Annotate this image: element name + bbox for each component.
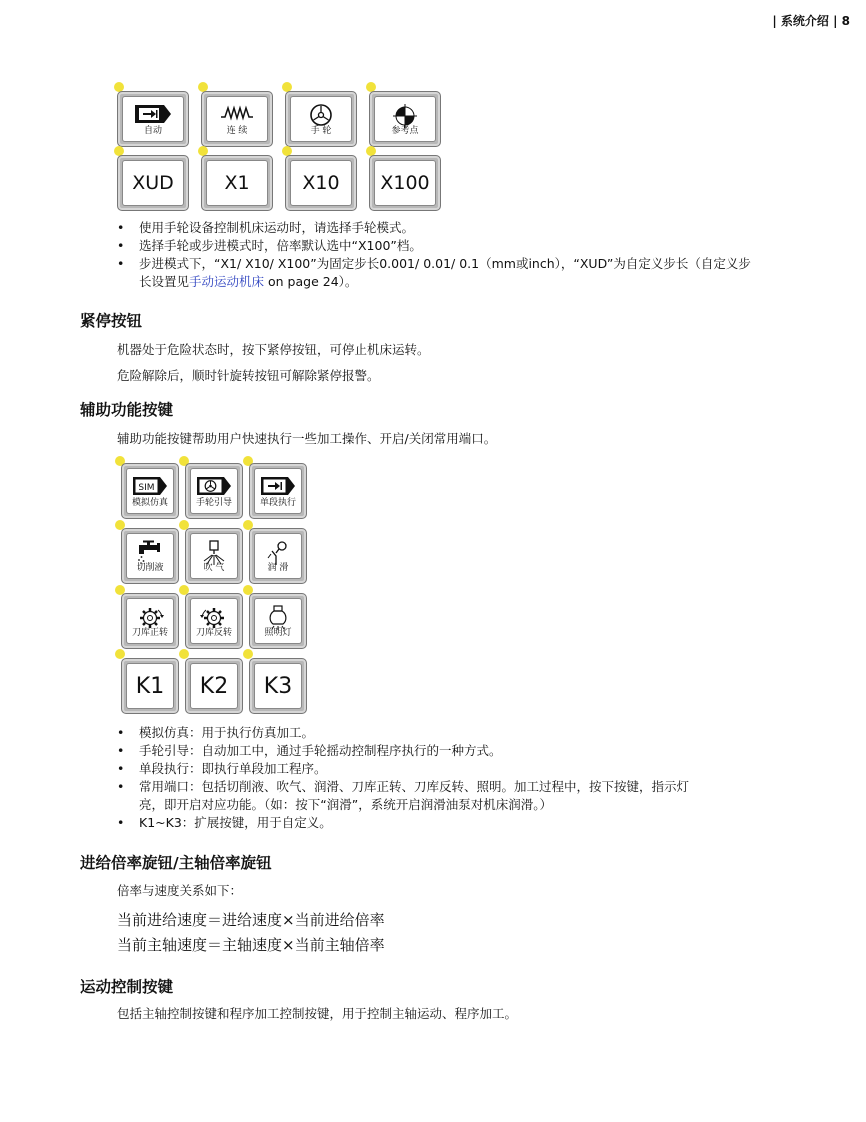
key-label: 自动 [143, 126, 162, 136]
air-blow-key[interactable] [185, 528, 243, 584]
single-block-icon [255, 475, 301, 497]
section-heading-override: 进给倍率旋钮/主轴倍率旋钮 [80, 854, 272, 872]
x100-key[interactable]: X100 [369, 155, 441, 211]
single-block-key[interactable] [249, 463, 307, 519]
k3-key[interactable]: K3 [249, 658, 307, 714]
sim-icon-text: SIM [138, 483, 155, 493]
continuous-mode-key[interactable] [201, 91, 273, 147]
paragraph: 辅助功能按键帮助用户快速执行一些加工操作、开启/关闭常用端口。 [117, 431, 497, 446]
work-lamp-key[interactable] [249, 593, 307, 649]
section-heading-aux: 辅助功能按键 [80, 401, 174, 419]
key-label: 吹 气 [203, 563, 225, 573]
tool-magazine-ccw-key[interactable] [185, 593, 243, 649]
simulation-key[interactable] [121, 463, 179, 519]
paragraph: 倍率与速度关系如下： [117, 883, 243, 898]
handwheel-mode-key[interactable] [285, 91, 357, 147]
handwheel-guide-key[interactable] [185, 463, 243, 519]
list-item: • 模拟仿真：用于执行仿真加工。 [117, 724, 817, 742]
list-item: • 步进模式下，“X1/ X10/ X100”为固定步长0.001/ 0.01/ 0.1（mm或inch），“XUD”为自定义步长（自定义步 长设置见手动运动机床 on page 24）。 [117, 255, 817, 291]
list-item: • 单段执行：即执行单段加工程序。 [117, 760, 817, 778]
lubrication-key[interactable] [249, 528, 307, 584]
key-label: 切削液 [136, 563, 164, 573]
section-heading-motion: 运动控制按键 [80, 978, 174, 996]
sim-icon [127, 475, 173, 497]
list-item: • 使用手轮设备控制机床运动时，请选择手轮模式。 [117, 219, 817, 237]
k1-key[interactable]: K1 [121, 658, 179, 714]
xud-key[interactable]: XUD [117, 155, 189, 211]
key-label: 刀库正转 [131, 628, 168, 638]
coolant-key[interactable] [121, 528, 179, 584]
key-label: 手 轮 [310, 126, 332, 136]
formula-feed: 当前进给速度＝进给速度×当前进给倍率 [117, 911, 385, 929]
page-header: | 系统介绍 | 8 [772, 14, 850, 28]
section-heading-estop: 紧停按钮 [80, 312, 143, 330]
list-item: • 手轮引导：自动加工中，通过手轮摇动控制程序执行的一种方式。 [117, 742, 817, 760]
list-item: • 选择手轮或步进模式时，倍率默认选中“X100”档。 [117, 237, 817, 255]
key-label: 润 滑 [267, 563, 289, 573]
paragraph: 危险解除后，顺时针旋转按钮可解除紧停报警。 [117, 368, 380, 383]
key-label: 手轮引导 [195, 498, 232, 508]
reference-point-mode-key[interactable] [369, 91, 441, 147]
key-label: 模拟仿真 [131, 498, 168, 508]
k2-key[interactable]: K2 [185, 658, 243, 714]
key-label: 照明灯 [264, 628, 292, 638]
arrow-in-icon [123, 103, 183, 125]
paragraph: 包括主轴控制按键和程序加工控制按键，用于控制主轴运动、程序加工。 [117, 1006, 518, 1021]
auto-mode-key[interactable] [117, 91, 189, 147]
key-label: 参考点 [391, 126, 419, 136]
x10-key[interactable]: X10 [285, 155, 357, 211]
manual-motion-link[interactable]: 手动运动机床 [189, 274, 265, 289]
formula-spindle: 当前主轴速度＝主轴速度×当前主轴倍率 [117, 936, 385, 954]
x1-key[interactable]: X1 [201, 155, 273, 211]
key-label: 连 续 [226, 126, 248, 136]
tool-magazine-cw-key[interactable] [121, 593, 179, 649]
mode-bullets [117, 219, 817, 291]
list-item: • 常用端口：包括切削液、吹气、润滑、刀库正转、刀库反转、照明。加工过程中，按下按键，指示灯 亮，即开启对应功能。（如：按下“润滑”，系统开启润滑油泵对机床润滑。） [117, 778, 817, 814]
key-label: 刀库反转 [195, 628, 232, 638]
paragraph: 机器处于危险状态时，按下紧停按钮，可停止机床运转。 [117, 342, 430, 357]
handwheel-guide-icon [191, 475, 237, 497]
key-label: 单段执行 [259, 498, 296, 508]
zigzag-icon [207, 103, 267, 123]
aux-bullets [117, 724, 817, 832]
list-item: • K1~K3：扩展按键，用于自定义。 [117, 814, 817, 832]
